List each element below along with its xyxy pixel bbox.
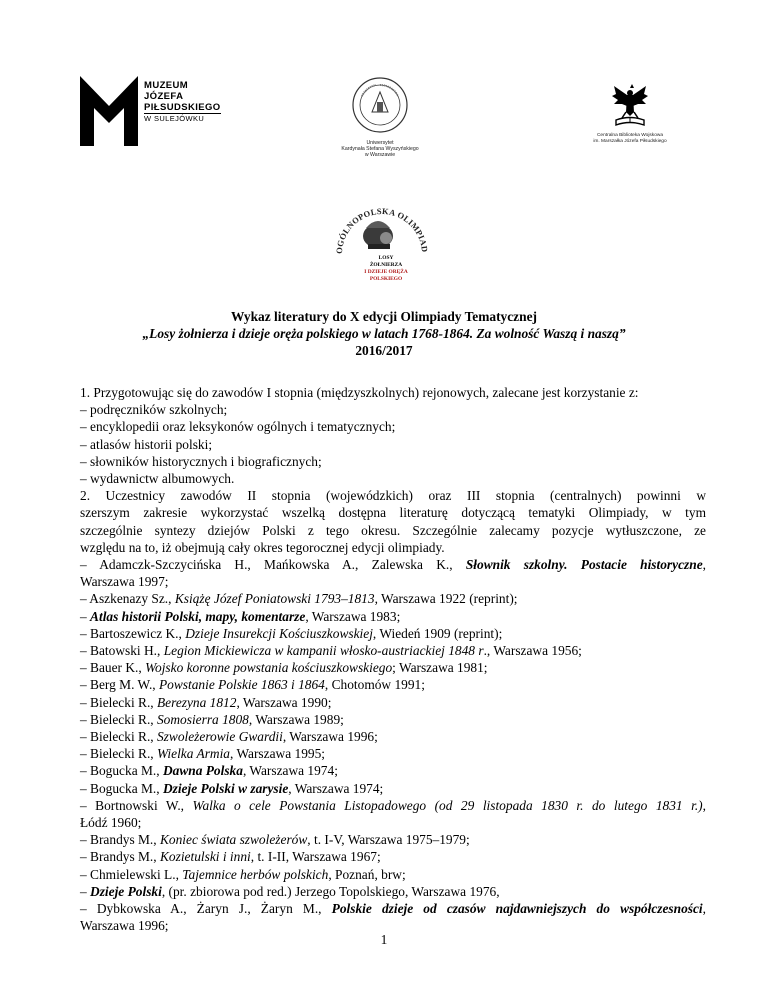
entry-details: , (pr. zbiorowa pod red.) Jerzego Topolskiego, Warszawa 1976, [161,883,500,899]
bibliography-entry [80,694,706,711]
entry-details: , Warszawa 1974; [288,780,384,796]
bibliography-entry [80,556,706,573]
olympiad-line3: I DZIEJE ORĘŻA [364,269,408,275]
bibliography-entry [80,590,706,607]
entry-details: , Wiedeń 1909 (reprint); [372,625,503,641]
entry-authors: – Berg M. W., [80,677,159,693]
entry-title: Tajemnice herbów polskich [182,866,329,882]
entry-details: , Warszawa 1974; [242,763,338,779]
entry-authors: – Bauer K., [80,660,146,676]
entry-title: Somosierra 1808 [156,711,249,727]
bibliography-entry [80,762,706,779]
entry-authors: – Brandys M., [80,849,160,865]
entry-details: , [702,901,707,917]
recommendation-item: – encyklopedii oraz leksykonów ogólnych i tematycznych; [80,419,396,435]
olympiad-emblem-icon [328,192,436,294]
entry-authors: – Batowski H., [80,643,164,659]
entry-authors: – Brandys M., [80,832,160,848]
entry-details: , Warszawa 1990; [236,694,332,710]
entry-details: , [702,797,706,813]
recommendation-item: – wydawnictw albumowych. [80,471,235,487]
entry-details: , t. I-II, Warszawa 1967; [250,849,381,865]
entry-authors: – Aszkenazy Sz., [80,591,175,607]
entry-details: , [702,557,706,573]
entry-details: , Warszawa 1989; [248,711,344,727]
museum-logo-line1: MUZEUM [144,80,189,91]
document-body [80,384,706,935]
entry-title: Koniec świata szwoleżerów [159,832,308,848]
bibliography-entry [80,625,706,642]
entry-details: , Warszawa 1983; [305,608,401,624]
university-logo-line2: Kardynała Stefana Wyszyńskiego [341,146,419,153]
entry-details: , t. I-V, Warszawa 1975–1979; [307,832,470,848]
entry-title: Książę Józef Poniatowski 1793–1813 [174,591,375,607]
bibliography-entry [80,659,706,676]
library-logo-line1: Centralna Biblioteka Wojskowa [596,133,664,138]
entry-details: , Poznań, brw; [328,866,406,882]
bibliography-entry [80,745,706,762]
university-logo-line3: w Warszawie [364,152,396,159]
entry-title: Walka o cele Powstania Listopadowego (od 29 listopada 1830 r. do lutego 1831 r.) [192,797,703,813]
olympiad-arc-text: OGÓLNOPOLSKA OLIMPIAD [334,206,430,255]
paragraph-2-line: 2. Uczestnicy zawodów II stopnia (wojewódzkich) oraz III stopnia (centralnych) powinni w [80,488,706,504]
library-logo-line2: im. Marszałka Józefa Piłsudskiego [593,138,667,144]
entry-authors: – Bartoszewicz K., [80,625,186,641]
entry-authors: – Bogucka M., [80,763,163,779]
bibliography-entry-cont: Warszawa 1996; [80,918,169,934]
entry-title: Szwoleżerowie Gwardii [156,729,283,745]
eagle-book-icon [610,82,650,128]
university-logo-line1: Uniwersytet [366,140,394,146]
bibliography-entry [80,848,706,865]
entry-authors: – Bielecki R., [80,729,157,745]
museum-logo-line4: W SULEJÓWKU [144,114,205,123]
recommendation-item: – atlasów historii polski; [80,436,213,452]
entry-title: Dzieje Polski [90,883,162,899]
entry-details: ., Warszawa 1956; [483,643,582,659]
bibliography-entry [80,711,706,728]
bibliography-entry [80,728,706,745]
paragraph-2-line: szerszym zakresie wykorzystać wszelką dostępna literaturę dotyczącą tematyki Olimpiady, w tym [80,505,706,521]
entry-title: Wielka Armia [156,746,231,762]
entry-title: Dzieje Polski w zarysie [162,780,289,796]
entry-title: Atlas historii Polski, mapy, komentarze [90,608,306,624]
paragraph-2-line: względu na to, iż obejmują cały okres tegorocznej edycji olimpiady. [80,539,445,555]
paragraph-2-line: szczególnie syntezy dziejów Polski z tego okresu. Szczególnie zalecamy pozycje wytłuszczone, ze [80,522,706,538]
museum-logo [80,76,221,148]
bibliography-entry [80,831,706,848]
olympiad-line4: POLSKIEGO [369,276,403,282]
museum-logo-line3: PIŁSUDSKIEGO [144,102,221,113]
olympiad-line1: LOSY [378,255,394,261]
entry-details: , Chotomów 1991; [324,677,425,693]
bibliography-entry [80,866,706,883]
entry-title: Powstanie Polskie 1863 i 1864 [159,677,325,693]
museum-logo-line2: JÓZEFA [144,91,184,102]
page-number: 1 [380,932,388,947]
document-title: Wykaz literatury do X edycji Olimpiady Tematycznej [231,309,537,324]
paragraph-1: 1. Przygotowując się do zawodów I stopnia (międzyszkolnych) rejonowych, zalecane jest korzystanie z: [80,385,639,400]
entry-title: Polskie dzieje od czasów najdawniejszych do współczesności [331,901,703,917]
entry-authors: – Chmielewski L., [80,866,183,882]
entry-authors: – Bogucka M., [80,780,163,796]
entry-details: , Warszawa 1995; [230,746,325,762]
document-year: 2016/2017 [355,343,413,358]
recommendation-item: – podręczników szkolnych; [80,402,228,418]
bibliography-entry [80,883,706,900]
entry-title: Słownik szkolny. Postacie historyczne [465,557,703,573]
university-seal-icon [350,76,410,134]
museum-m-logo-icon [80,76,138,146]
entry-authors: – [80,608,91,624]
bibliography-entry [80,797,706,814]
bibliography-entry [80,780,706,797]
entry-authors: – Bielecki R., [80,711,157,727]
entry-title: Kozietulski i inni [159,849,251,865]
bibliography-entry [80,900,706,917]
library-logo [590,82,670,152]
bibliography-entry-cont: Warszawa 1997; [80,574,169,590]
bibliography-entry [80,642,706,659]
university-logo [325,76,435,166]
entry-details: , Warszawa 1996; [282,729,378,745]
recommendation-item: – słowników historycznych i biograficznych; [80,453,322,469]
entry-title: Dzieje Insurekcji Kościuszkowskiej [185,625,373,641]
entry-title: Berezyna 1812 [156,694,237,710]
entry-title: Wojsko koronne powstania kościuszkowskiego [145,660,393,676]
entry-authors: – Bielecki R., [80,746,157,762]
document-subtitle: „Losy żołnierza i dzieje oręża polskiego w latach 1768-1864. Za wolność Waszą i naszą” [142,326,626,341]
entry-title: Legion Mickiewicza w kampanii włosko-austriackiej 1848 r [163,643,484,659]
entry-authors: – Adamczk-Szczycińska H., Mańkowska A., Zalewska K., [80,557,466,573]
entry-details: ; Warszawa 1981; [392,660,488,676]
olympiad-line2: ŻOŁNIERZA [369,262,403,268]
entry-authors: – Bielecki R., [80,694,157,710]
bibliography-entry [80,608,706,625]
olympiad-logo [328,192,436,294]
entry-details: , Warszawa 1922 (reprint); [374,591,518,607]
entry-title: Dawna Polska [162,763,243,779]
bibliography-entry-cont: Łódź 1960; [80,815,142,831]
entry-authors: – Dybkowska A., Żaryn J., Żaryn M., [80,901,332,917]
bibliography-entry [80,676,706,693]
entry-authors: – [80,883,91,899]
entry-authors: – Bortnowski W., [80,797,193,813]
